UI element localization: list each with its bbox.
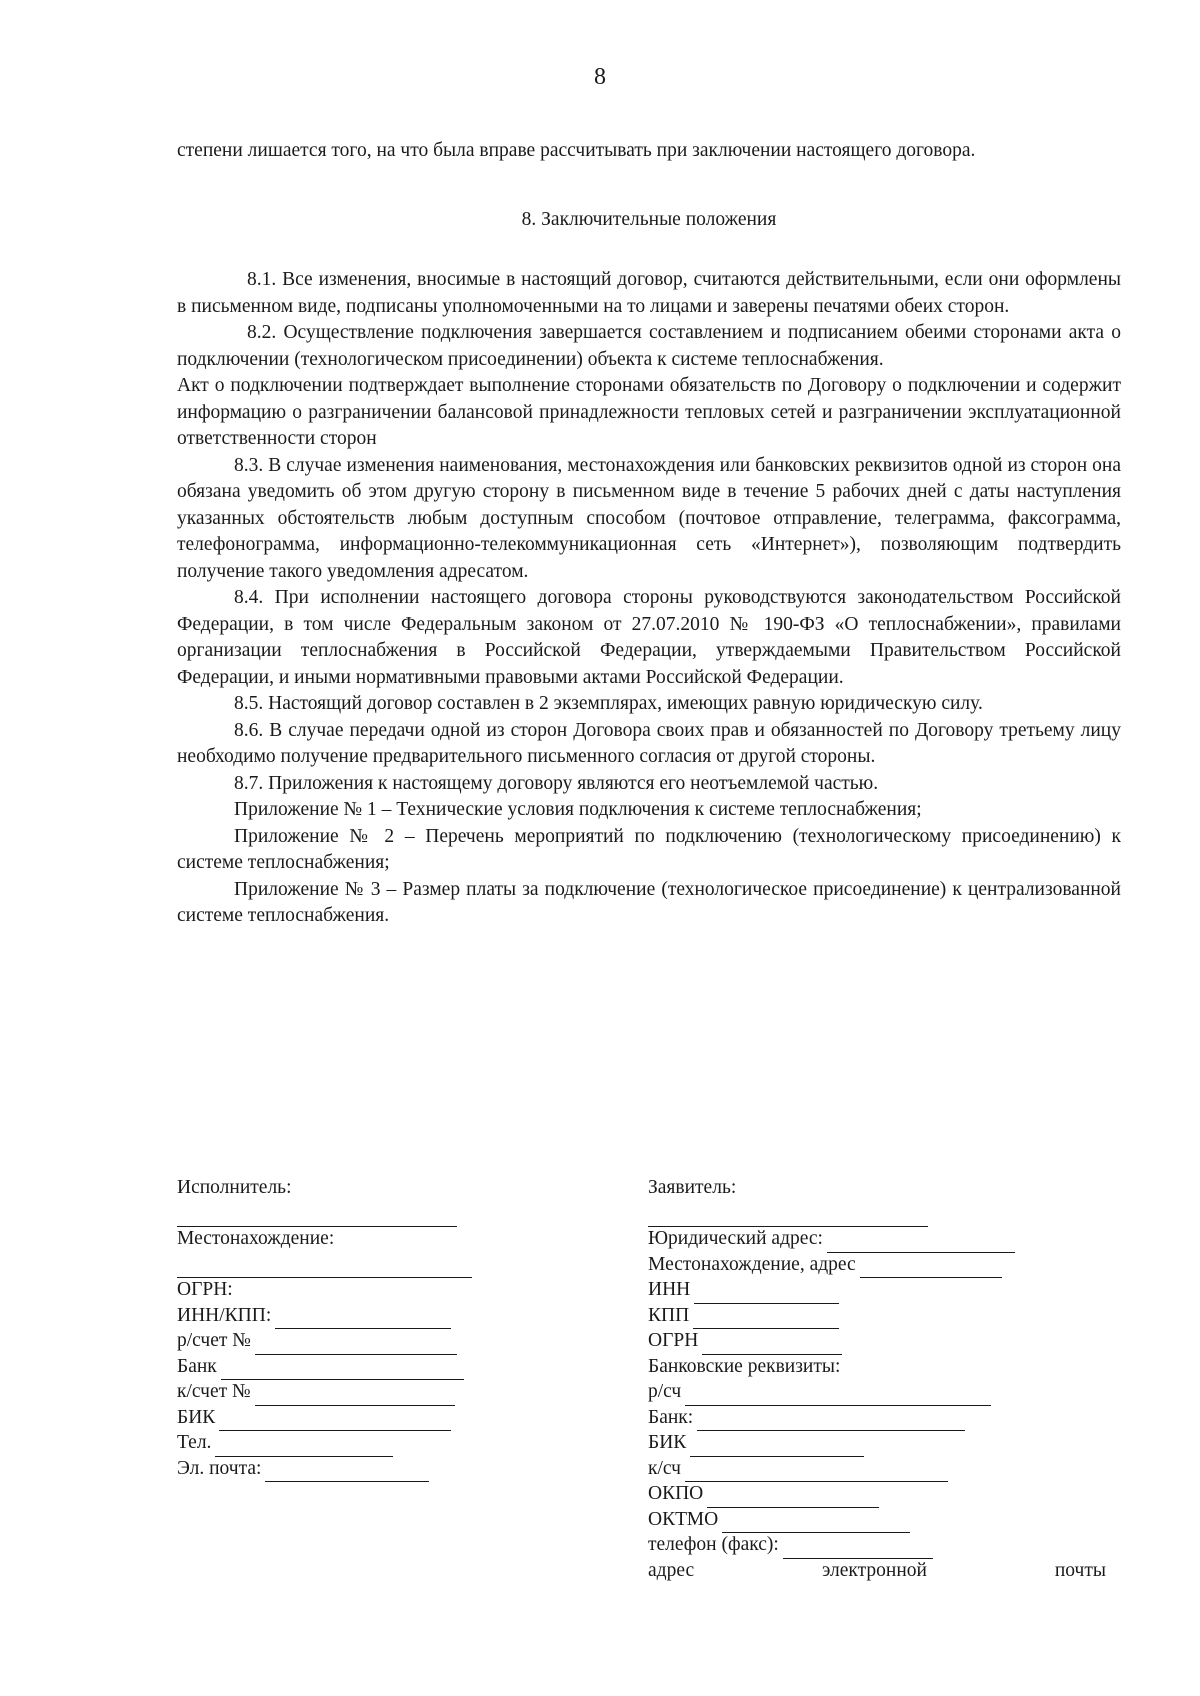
clause-8-6: 8.6. В случае передачи одной из сторон Договора своих прав и обязанностей по Договору третьему лицу необходимо получение предварительного письменного согласия от другой стороны. [177,719,1121,767]
applicant-bik-field[interactable] [690,1436,864,1457]
executor-ogrn-row [177,1278,507,1304]
applicant-okpo-field[interactable] [707,1487,879,1508]
executor-email-field[interactable] [265,1461,429,1482]
applicant-oktmo-label: ОКТМО [648,1508,719,1530]
applicant-legal-address-label: Юридический адрес: [648,1228,823,1249]
applicant-kpp-row [648,1304,1118,1330]
executor-location-field[interactable] [177,1253,507,1279]
applicant-oktmo-field[interactable] [722,1512,910,1533]
applicant-okpo-label: ОКПО [648,1483,704,1504]
executor-account-row [177,1329,507,1355]
continuation-paragraph: степени лишается того, на что была вправе рассчитывать при заключении настоящего договора. [177,140,976,161]
executor-ogrn-label: ОГРН: [177,1279,233,1300]
executor-inn-kpp-field[interactable] [275,1308,451,1329]
act-paragraph: Акт о подключении подтверждает выполнение сторонами обязательств по Договору о подключении и содержит информацию о разграничении балансовой принадлежности тепловых сетей и разграничении эксплуатационной ответственности сторон [177,375,1121,449]
executor-signature-field[interactable] [177,1202,507,1228]
executor-inn-kpp-row [177,1304,507,1330]
applicant-phone-label: телефон (факс): [648,1534,779,1555]
applicant-location-row [648,1253,1118,1279]
applicant-corr-account-row [648,1457,1118,1483]
executor-corr-account-row [177,1380,507,1406]
applicant-account-field[interactable] [685,1385,991,1406]
executor-inn-kpp-label: ИНН/КПП: [177,1304,272,1326]
appendix-1: Приложение № 1 – Технические условия подключения к системе теплоснабжения; [234,799,922,820]
executor-tel-label: Тел. [177,1432,212,1453]
applicant-phone-field[interactable] [783,1538,933,1559]
executor-email-row [177,1457,507,1483]
section-heading: 8. Заключительные положения [521,208,777,230]
applicant-corr-account-field[interactable] [685,1461,948,1482]
applicant-bank-field[interactable] [697,1410,965,1431]
applicant-bank-row [648,1406,1118,1432]
executor-title: Исполнитель: [177,1177,292,1198]
applicant-oktmo-row [648,1508,1118,1534]
clause-8-7: 8.7. Приложения к настоящему договору являются его неотъемлемой частью. [234,772,879,794]
executor-bik-row [177,1406,507,1432]
email-label-word-3: почты [1054,1559,1106,1581]
executor-location-label: Местонахождение: [177,1228,335,1249]
applicant-location-label: Местонахождение, адрес [648,1253,856,1275]
appendix-2: Приложение № 2 – Перечень мероприятий по подключению (технологическому присоединению) к системе теплоснабжения; [177,825,1121,873]
executor-details [177,1176,507,1482]
applicant-title: Заявитель: [648,1177,737,1198]
page-number: 8 [594,64,606,90]
applicant-bik-label: БИК [648,1432,687,1453]
executor-corr-account-field[interactable] [255,1385,455,1406]
applicant-kpp-field[interactable] [693,1308,839,1329]
applicant-ogrn-field[interactable] [702,1334,842,1355]
executor-tel-field[interactable] [215,1436,393,1457]
applicant-ogrn-row [648,1329,1118,1355]
executor-bank-row [177,1355,507,1381]
executor-email-label: Эл. почта: [177,1457,262,1479]
applicant-bik-row [648,1431,1118,1457]
applicant-phone-row [648,1533,1118,1559]
contract-body [177,138,1121,930]
applicant-legal-address-field[interactable] [827,1232,1015,1253]
applicant-signature-field[interactable] [648,1202,1118,1228]
clause-8-3: 8.3. В случае изменения наименования, местонахождения или банковских реквизитов одной из сторон она обязана уведомить об этом другую сторону в письменном виде в течение 5 рабочих дней с даты наступления указанных обстоятельств любым доступным способом (почтовое отправление, телеграмма, факсограмма, телефонограмма, информационно-телекоммуникационная сеть «Интернет»), позволяющим подтвердить получение такого уведомления адресатом. [177,454,1121,582]
applicant-inn-field[interactable] [694,1283,839,1304]
executor-corr-account-label: к/счет № [177,1381,251,1402]
applicant-account-label: р/сч [648,1381,682,1402]
applicant-account-row [648,1380,1118,1406]
executor-bank-label: Банк [177,1355,217,1377]
applicant-inn-label: ИНН [648,1279,691,1300]
applicant-bank-details-label: Банковские реквизиты: [648,1355,841,1377]
executor-bik-label: БИК [177,1406,216,1428]
applicant-details [648,1176,1118,1584]
applicant-bank-label: Банк: [648,1406,694,1428]
email-label-word-2: электронной [822,1559,927,1581]
clause-8-4: 8.4. При исполнении настоящего договора стороны руководствуются законодательством Российской Федерации, в том числе Федеральным законом от 27.07.2010 № 190-ФЗ «О теплоснабжении», правилами организации теплоснабжения в Российской Федерации, утверждаемыми Правительством Российской Федерации, и иными нормативными правовыми актами Российской Федерации. [177,587,1121,688]
applicant-email-label [648,1558,1106,1585]
appendix-3: Приложение № 3 – Размер платы за подключение (технологическое присоединение) к централизованной системе теплоснабжения. [177,878,1121,926]
applicant-email-row [648,1559,1118,1585]
email-label-word-1: адрес [648,1559,695,1581]
clause-8-1: 8.1. Все изменения, вносимые в настоящий договор, считаются действительными, если они оформлены в письменном виде, подписаны уполномоченными на то лицами и заверены печатями обеих сторон. [177,269,1121,317]
clause-8-2: 8.2. Осуществление подключения завершается составлением и подписанием обеими сторонами акта о подключении (технологическом присоединении) объекта к системе теплоснабжения. [177,322,1121,370]
executor-bank-field[interactable] [221,1359,464,1380]
executor-account-field[interactable] [255,1334,457,1355]
applicant-location-field[interactable] [860,1257,1002,1278]
applicant-kpp-label: КПП [648,1304,690,1326]
executor-tel-row [177,1431,507,1457]
executor-account-label: р/счет № [177,1330,251,1351]
applicant-legal-address-row [648,1227,1118,1253]
applicant-okpo-row [648,1482,1118,1508]
applicant-inn-row [648,1278,1118,1304]
clause-8-5: 8.5. Настоящий договор составлен в 2 экземплярах, имеющих равную юридическую силу. [234,693,983,714]
applicant-corr-account-label: к/сч [648,1457,681,1479]
applicant-ogrn-label: ОГРН [648,1330,699,1351]
executor-bik-field[interactable] [219,1410,451,1431]
